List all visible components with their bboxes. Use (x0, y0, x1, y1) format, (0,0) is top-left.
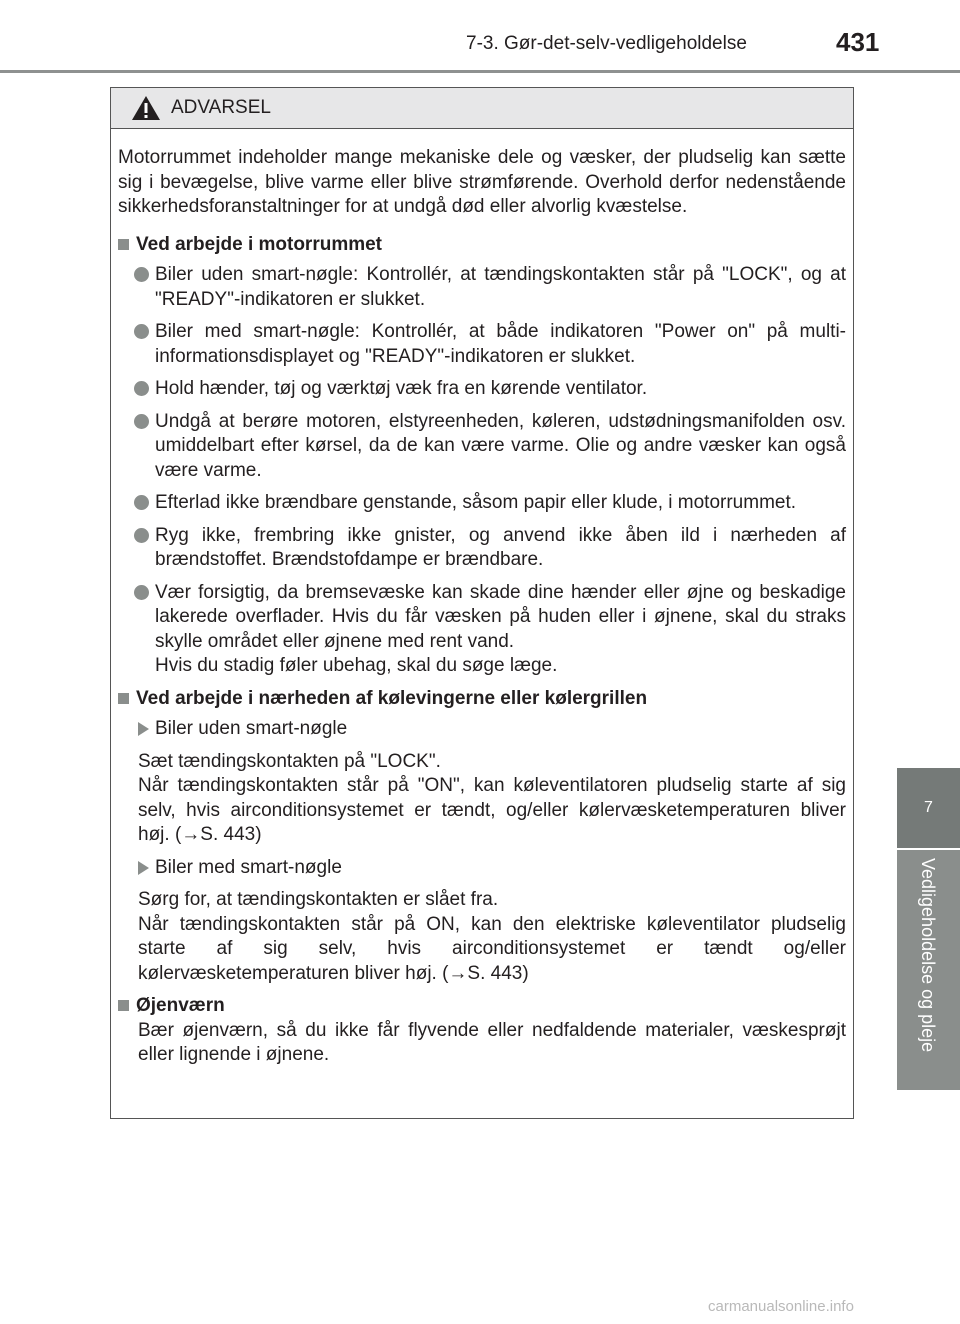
chapter-title-tab[interactable] (897, 850, 960, 1090)
section-heading-engine-room: Ved arbejde i motorrummet (118, 233, 846, 258)
list-item: Efterlad ikke brændbare genstande, såsom papir eller klude, i motorrummet. (118, 491, 846, 516)
warning-triangle-icon (131, 95, 161, 126)
warning-content (118, 146, 846, 1076)
list-item: Biler uden smart-nøgle: Kontrollér, at tændingskontakten står på "LOCK", og at "READY"-indikatoren er slukket. (118, 263, 846, 312)
header-section-title: 7-3. Gør-det-selv-vedligeholdelse (466, 33, 747, 54)
warning-box (110, 87, 854, 1119)
chapter-title: Vedligeholdelse og pleje (917, 858, 938, 1053)
paragraph: Når tændingskontakten står på "ON", kan køleventilatoren pludselig starte af sig selv, hvis airconditionsystemet er tændt, og/eller kølervæsketemperaturen bliver høj. (→S. 443) (138, 775, 846, 845)
warning-intro: Motorrummet indeholder mange mekaniske dele og væsker, der pludselig kan sætte sig i bevægelse, blive varme eller blive strømførende. Overhold derfor nedenstående sikkerhedsforanstaltninger for at undgå død eller alvorlig kvæstelse. (118, 147, 846, 217)
list-item: Undgå at berøre motoren, elstyreenheden, køleren, udstødningsmanifolden osv. umiddelbart efter kørsel, da de kan være varme. Olie og andre væsker kan også være varme. (118, 410, 846, 484)
chapter-number-tab[interactable] (897, 768, 960, 848)
list-item: Ryg ikke, frembring ikke gnister, og anvend ikke åben ild i nærheden af brændstoffet. Brændstofdampe er brændbare. (118, 524, 846, 573)
paragraph: Sørg for, at tændingskontakten er slået fra. (138, 889, 499, 910)
sub-label-no-smart-key: Biler uden smart-nøgle (118, 717, 846, 742)
section-heading-cooling-fans: Ved arbejde i nærheden af kølevingerne eller kølergrillen (118, 687, 846, 712)
list-item: Biler med smart-nøgle: Kontrollér, at både indikatoren "Power on" på multi-informationsdisplayet og "READY"-indikatoren er slukket. (118, 320, 846, 369)
chapter-number: 7 (924, 799, 933, 816)
sub-label-smart-key: Biler med smart-nøgle (118, 856, 846, 881)
watermark-link[interactable]: carmanualsonline.info (708, 1298, 854, 1315)
section-heading-eye-protection: Øjenværn (118, 994, 846, 1019)
paragraph: Når tændingskontakten står på ON, kan den elektriske køleventilator pludselig starte af sig selv, hvis airconditionsystemet er tændt og/eller kølervæsketemperaturen bliver høj. (→S. 443) (138, 913, 846, 984)
warning-header (111, 88, 853, 129)
paragraph: Sæt tændingskontakten på "LOCK". (138, 750, 441, 772)
paragraph: Bær øjenværn, så du ikke får flyvende eller nedfaldende materialer, væskesprøjt eller lignende i øjnene. (138, 1019, 846, 1065)
list-item: Vær forsigtig, da bremsevæske kan skade dine hænder eller øjne og beskadige lakerede overflader. Hvis du får væsken på huden eller i øjnene, skal du straks skylle området eller øjnene med rent vand. (118, 581, 846, 655)
page-number: 431 (836, 27, 880, 57)
list-item-continuation: Hvis du stadig føler ubehag, skal du søge læge. (155, 655, 558, 676)
warning-title: ADVARSEL (171, 97, 271, 118)
header-rule (0, 70, 960, 73)
list-item: Hold hænder, tøj og værktøj væk fra en kørende ventilator. (118, 377, 846, 402)
